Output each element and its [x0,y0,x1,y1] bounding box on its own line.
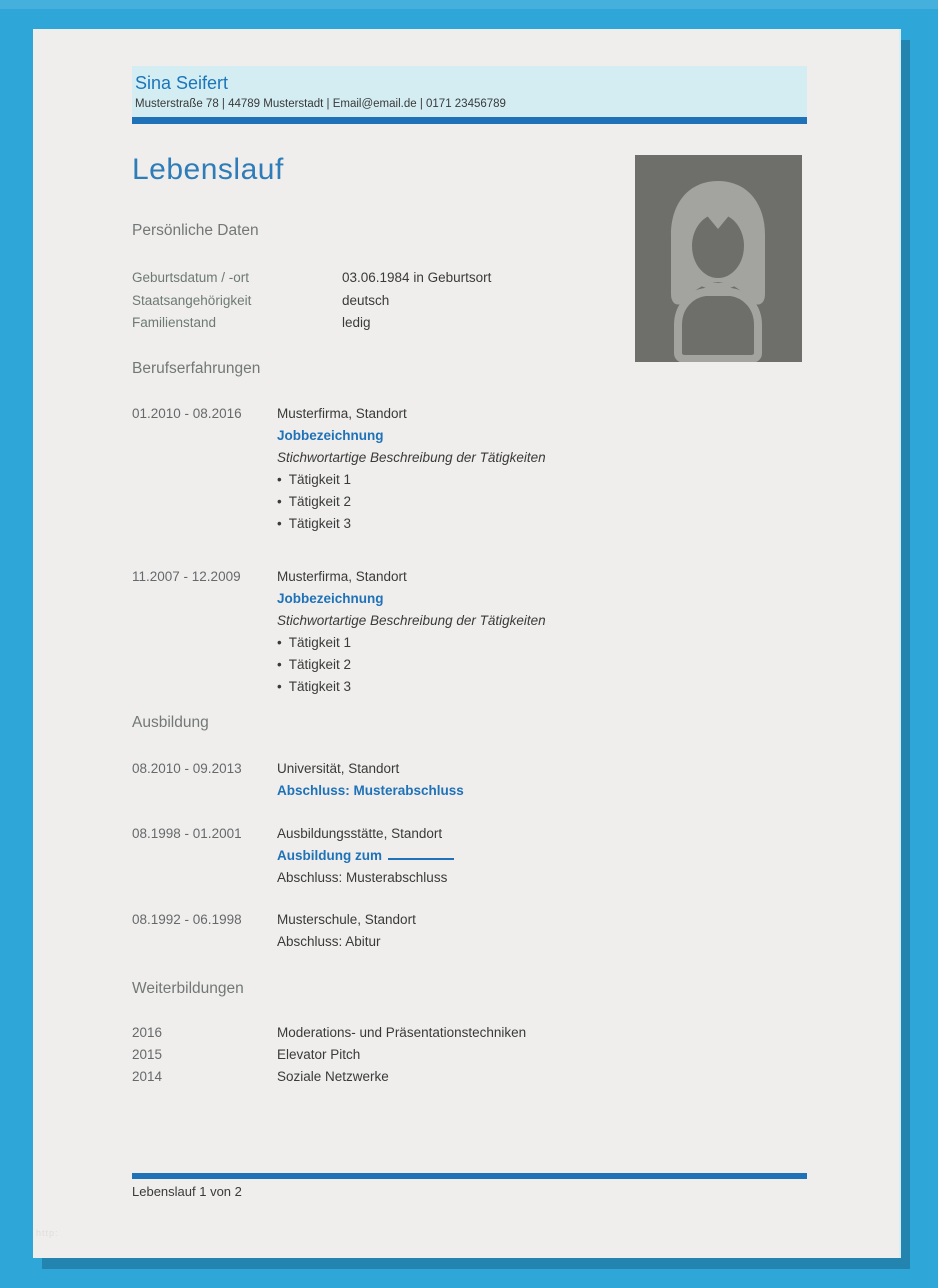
training-topic: Elevator Pitch [277,1047,361,1062]
training-year: 2015 [132,1047,163,1062]
section-heading-training: Weiterbildungen [132,980,244,997]
entry-summary: Stichwortartige Beschreibung der Tätigkeiten [277,450,546,465]
entry-degree: Abschluss: Musterabschluss [277,870,448,885]
entry-period: 08.1998 - 01.2001 [132,826,242,841]
section-personal [132,222,812,335]
entry-institution: Musterschule, Standort [277,912,416,927]
entry-bullet: • Tätigkeit 3 [277,513,812,535]
training-year: 2016 [132,1025,163,1040]
entry-role: Jobbezeichnung [277,591,384,606]
section-heading-education: Ausbildung [132,714,209,731]
personal-label: Staatsangehörigkeit [132,292,252,308]
entry-institution: Ausbildungsstätte, Standort [277,826,443,841]
entry-bullet: • Tätigkeit 1 [277,632,812,654]
entry-bullet: • Tätigkeit 2 [277,491,812,513]
entry-institution: Universität, Standort [277,761,400,776]
personal-label: Familienstand [132,315,217,330]
page-title: Lebenslauf [132,153,284,186]
entry-program [277,845,812,867]
entry-summary: Stichwortartige Beschreibung der Tätigkeiten [277,613,546,628]
entry-period: 08.1992 - 06.1998 [132,912,242,927]
section-education [132,714,812,953]
entry-company: Musterfirma, Standort [277,569,407,584]
entry-period: 08.2010 - 09.2013 [132,761,242,776]
entry-role: Jobbezeichnung [277,428,384,443]
personal-label: Geburtsdatum / -ort [132,270,250,285]
contact-line: Musterstraße 78 | 44789 Musterstadt | Email@email.de | 0171 23456789 [135,98,506,110]
entry-degree: Abschluss: Abitur [277,934,381,949]
footer-page-label: Lebenslauf 1 von 2 [132,1184,242,1199]
fill-in-blank-line [388,848,454,860]
personal-value: 03.06.1984 in Geburtsort [342,270,492,285]
section-heading-personal: Persönliche Daten [132,222,259,239]
watermark-text: http: [36,1228,59,1238]
person-name: Sina Seifert [135,73,229,93]
frame-top-highlight [0,0,938,9]
header-card [132,66,807,117]
footer-accent-bar [132,1173,807,1179]
personal-value: ledig [342,315,371,330]
entry-company: Musterfirma, Standort [277,406,407,421]
entry-degree: Abschluss: Musterabschluss [277,783,464,798]
training-topic: Moderations- und Präsentationstechniken [277,1025,527,1040]
experience-entry [132,566,812,698]
education-entry [132,909,812,953]
training-topic: Soziale Netzwerke [277,1069,389,1084]
section-training [132,980,812,1088]
section-experience [132,360,812,698]
education-entry [132,823,812,889]
resume-page [33,29,901,1258]
entry-bullet: • Tätigkeit 2 [277,654,812,676]
experience-entry [132,403,812,535]
section-heading-experience: Berufserfahrungen [132,360,261,377]
education-entry [132,758,812,802]
entry-period: 11.2007 - 12.2009 [132,569,241,584]
entry-bullet: • Tätigkeit 1 [277,469,812,491]
header-accent-bar [132,117,807,124]
entry-program-label: Ausbildung zum [277,848,382,863]
training-year: 2014 [132,1069,163,1084]
entry-period: 01.2010 - 08.2016 [132,406,242,421]
entry-bullet: • Tätigkeit 3 [277,676,812,698]
header [132,66,807,124]
footer [132,1173,807,1199]
personal-value: deutsch [342,292,390,308]
